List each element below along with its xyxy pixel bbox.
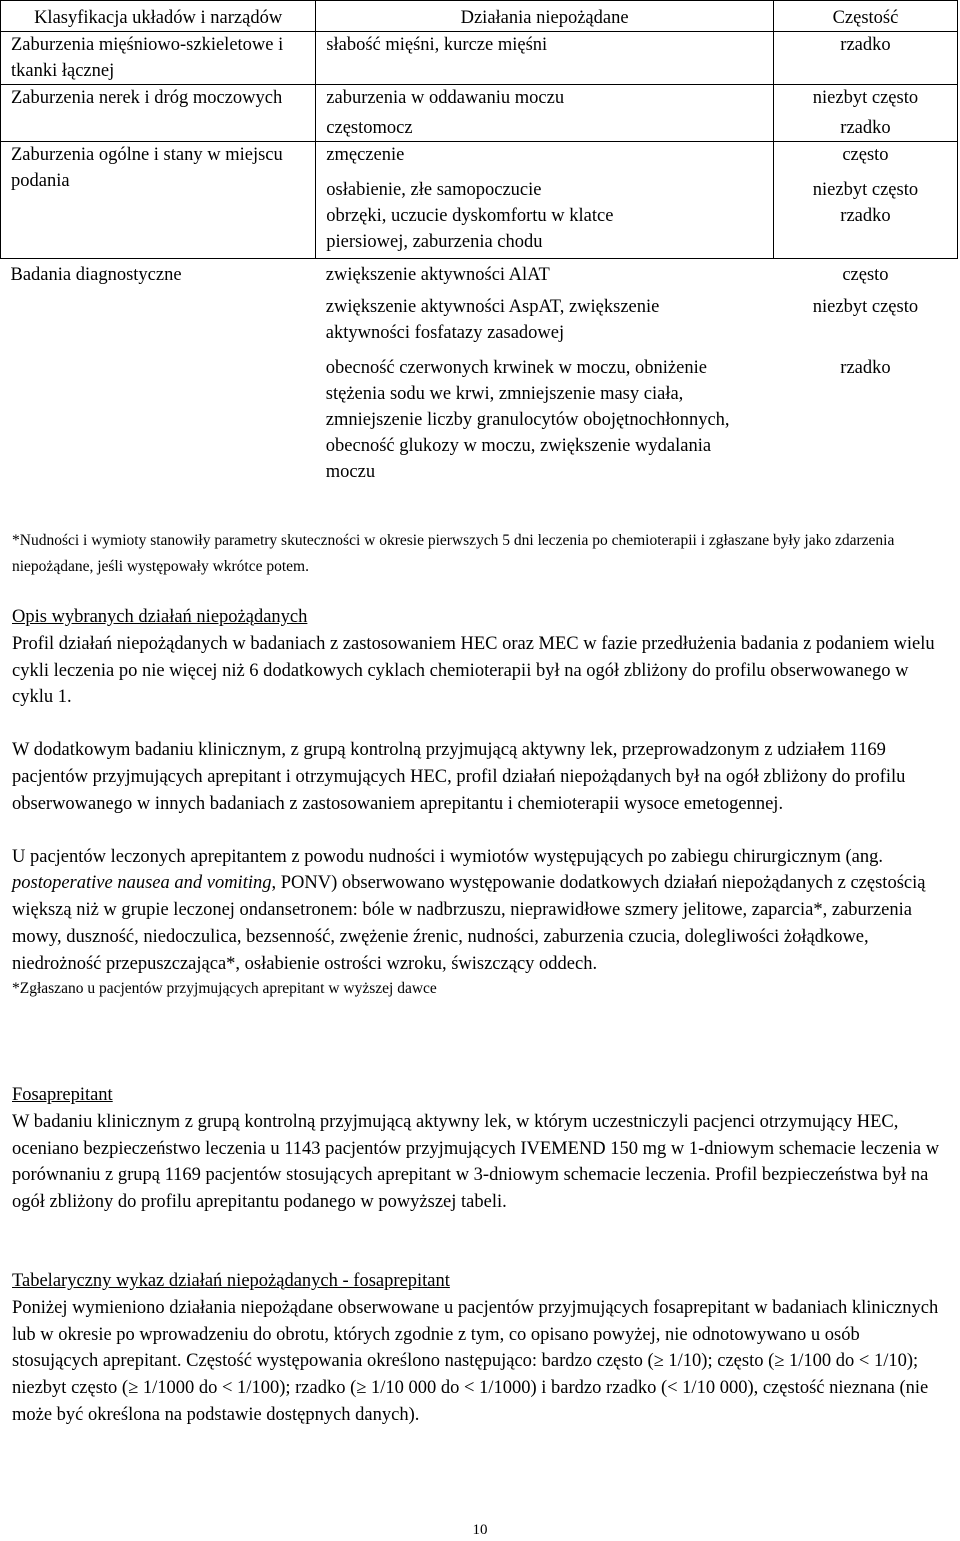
effect-item: zmęczenie [326, 145, 405, 165]
category-cell: Zaburzenia nerek i dróg moczowych [1, 85, 316, 142]
frequency-cell [773, 142, 957, 259]
effect-cell: słabość mięśni, kurcze mięśni [316, 32, 774, 85]
effect-cell [316, 259, 774, 486]
frequency-item: niezbyt często [812, 180, 919, 200]
effect-item: osłabienie, złe samopoczucie [326, 180, 542, 200]
section-heading: Tabelaryczny wykaz działań niepożądanych - fosaprepitant [12, 1271, 450, 1291]
section-selected-adverse-effects [12, 604, 942, 1000]
paragraph: W dodatkowym badaniu klinicznym, z grupą kontrolną przyjmującą aktywny lek, przeprowadzonym z udziałem 1169 pacjentów przyjmujących aprepitant i otrzymujących HEC, profil działań niepożądanych był na ogół zbliżony do profilu obserwowanego w innych badaniach z zastosowaniem aprepitantu i chemioterapii wysoce emetogennej. [12, 740, 906, 814]
frequency-item: rzadko [840, 118, 891, 138]
frequency-cell [773, 85, 957, 142]
effect-item: zaburzenia w oddawaniu moczu [326, 88, 565, 108]
table-row [1, 142, 958, 259]
frequency-item: często [842, 145, 889, 165]
table-row [1, 85, 958, 142]
frequency-cell [773, 259, 957, 486]
table-row [1, 32, 958, 85]
section-fosaprepitant [12, 1082, 942, 1216]
paragraph-text: U pacjentów leczonych aprepitantem z powodu nudności i wymiotów występujących po zabiegu chirurgicznym (ang. [12, 846, 883, 867]
paragraph [12, 844, 942, 978]
paragraph: W badaniu klinicznym z grupą kontrolną przyjmującą aktywny lek, w którym uczestniczyli pacjenci otrzymujący HEC, oceniano bezpieczeństwo leczenia u 1143 pacjentów przyjmujących IVEMEND 150 mg w 1-dniowym schemacie leczenia w porównaniu z grupą 1169 pacjentów stosujących aprepitant w 3-dniowym schemacie leczenia. Profil bezpieczeństwa był na ogół zbliżony do profilu aprepitantu podanego w powyższej tabeli. [12, 1111, 940, 1213]
effect-cell [316, 142, 774, 259]
section-fosaprepitant-table-list [12, 1268, 942, 1429]
header-frequency: Częstość [773, 1, 957, 32]
effect-cell [316, 85, 774, 142]
category-cell: Zaburzenia mięśniowo-szkieletowe i tkanki łącznej [1, 32, 316, 85]
effect-item: obecność czerwonych krwinek w moczu, obniżenie stężenia sodu we krwi, zmniejszenie masy ciała, zmniejszenie liczby granulocytów obojętnochłonnych, obecność glukozy w moczu, zwiększenie wydalania moczu [325, 358, 730, 482]
frequency-item: często [842, 265, 889, 285]
table-footnote: *Nudności i wymioty stanowiły parametry skuteczności w okresie pierwszych 5 dni leczenia po chemioterapii i zgłaszane były jako zdarzenia niepożądane, jeśli występowały wkrótce potem. [12, 532, 895, 575]
section-heading: Fosaprepitant [12, 1085, 113, 1105]
effect-item: zwiększenie aktywności AspAT, zwiększenie aktywności fosfatazy zasadowej [325, 297, 660, 343]
frequency-item: rzadko [840, 206, 891, 226]
section-heading: Opis wybranych działań niepożądanych [12, 607, 308, 627]
frequency-cell: rzadko [773, 32, 957, 85]
frequency-item: rzadko [840, 358, 891, 378]
frequency-item: niezbyt często [812, 88, 919, 108]
paragraph: Poniżej wymieniono działania niepożądane obserwowane u pacjentów przyjmujących fosaprepitant w badaniach klinicznych lub w okresie po wprowadzeniu do obrotu, których zgodnie z tym, co opisano powyżej, nie odnotowywano u osób stosujących aprepitant. Częstość występowania określono następująco: bardzo często (≥ 1/10); często (≥ 1/100 do < 1/10); niezbyt często (≥ 1/1000 do < 1/100); rzadko (≥ 1/10 000 do < 1/1000) i bardzo rzadko (< 1/10 000), częstość nieznana (nie może być określona na podstawie dostępnych danych). [12, 1297, 939, 1425]
category-cell: Badania diagnostyczne [10, 265, 182, 285]
adverse-effects-table [0, 0, 958, 485]
section-footnote: *Zgłaszano u pacjentów przyjmujących aprepitant w wyższej dawce [12, 979, 437, 997]
effect-item: obrzęki, uczucie dyskomfortu w klatce piersiowej, zaburzenia chodu [326, 206, 614, 252]
table-row [1, 259, 958, 486]
effect-item: zwiększenie aktywności AlAT [325, 265, 550, 285]
paragraph: Profil działań niepożądanych w badaniach z zastosowaniem HEC oraz MEC w fazie przedłużenia badania z podaniem wielu cykli leczenia po nie więcej niż 6 dodatkowych cyklach chemioterapii był na ogół zbliżony do profilu obserwowanego w cyklu 1. [12, 633, 935, 708]
paragraph-emphasis: postoperative nausea and vomiting [12, 873, 272, 894]
category-cell: Zaburzenia ogólne i stany w miejscu podania [1, 142, 316, 259]
page-number: 10 [472, 1522, 488, 1538]
frequency-item: niezbyt często [812, 297, 919, 317]
header-system-organ-class: Klasyfikacja układów i narządów [1, 1, 316, 32]
paragraph-text: , PONV) obserwowano występowanie dodatkowych działań niepożądanych z częstością większą niż w grupie leczonej ondansetronem: bóle w nadbrzuszu, nieprawidłowe szmery jelitowe, zaparcia*, zaburzenia mowy, duszność, niedoczulica, bezsenność, zwężenie źrenic, nudności, zaburzenia czucia, dolegliwości żołądkowe, niedrożność przepuszczająca*, osłabienie ostrości wzroku, świszczący oddech. [12, 873, 926, 974]
effect-item: częstomocz [326, 118, 413, 138]
header-adverse-effects: Działania niepożądane [316, 1, 774, 32]
table-header-row [1, 1, 958, 32]
